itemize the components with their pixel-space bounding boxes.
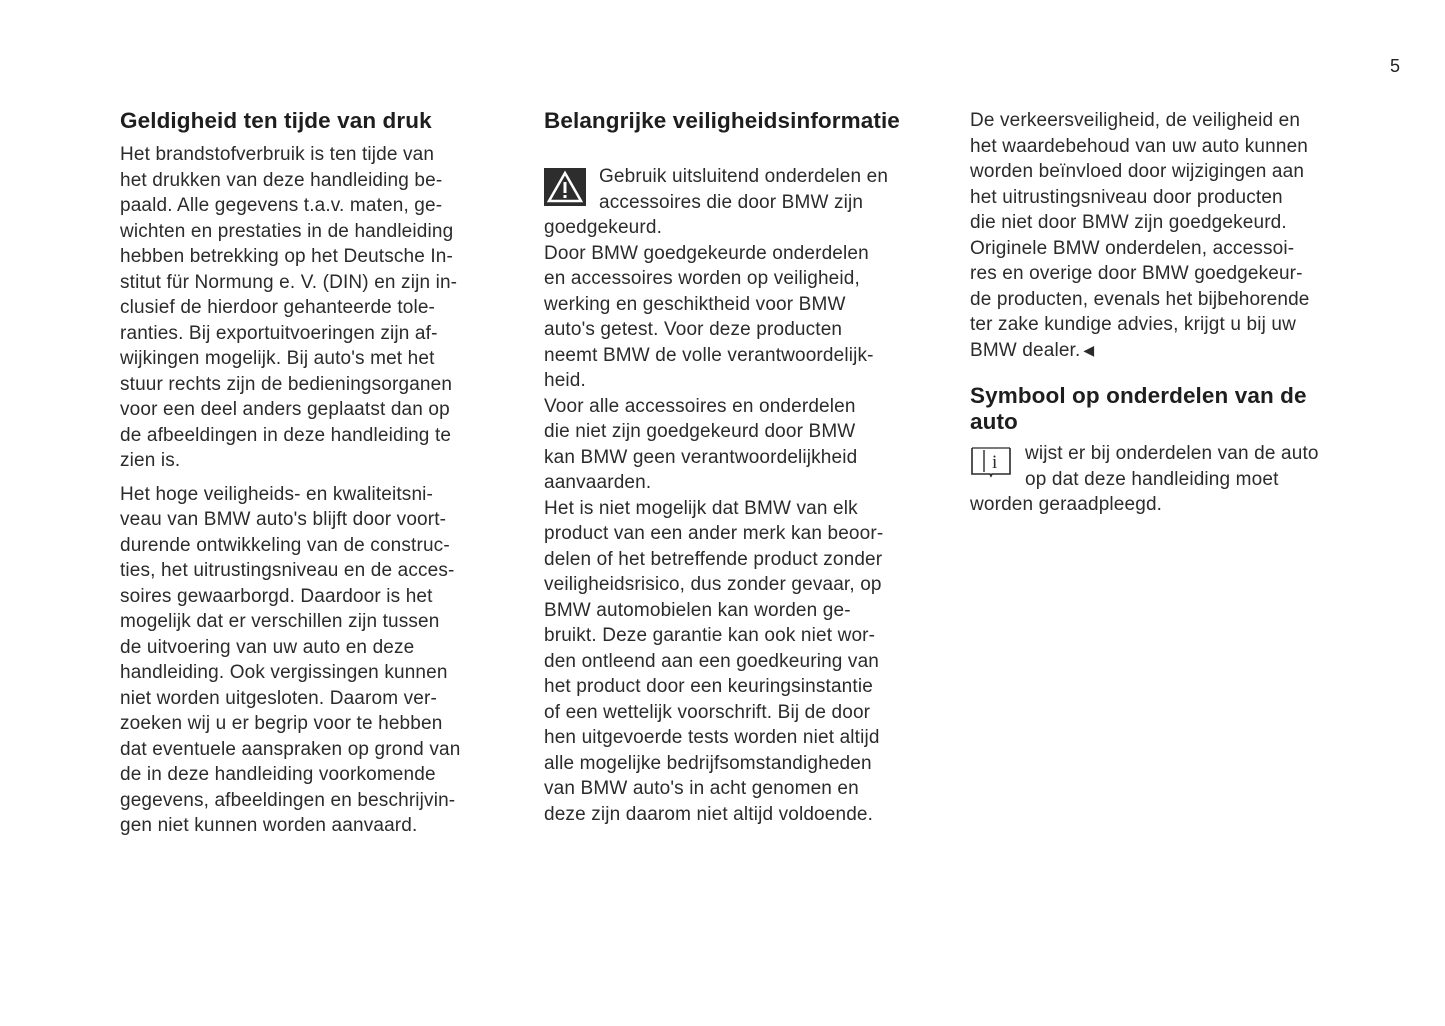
text-line: deze zijn daarom niet altijd voldoende. bbox=[544, 803, 874, 825]
text-line: het product door een keuringsinstantie bbox=[544, 676, 873, 697]
text-line: gen niet kunnen worden aanvaard. bbox=[120, 815, 418, 836]
text-line: gegevens, afbeeldingen en beschrijvin- bbox=[120, 789, 456, 811]
text-line: mogelijk dat er verschillen zijn tussen bbox=[120, 611, 440, 632]
text-line: den ontleend aan een goedkeuring van bbox=[544, 650, 880, 672]
heading-symbol bbox=[970, 383, 1380, 435]
text-line: het waardebehoud van uw auto kunnen bbox=[970, 135, 1309, 157]
text-line: van BMW auto's in acht genomen en bbox=[544, 778, 859, 799]
paragraph-quality bbox=[120, 482, 525, 839]
warning-triangle-icon bbox=[544, 168, 586, 206]
text-line: hebben betrekking op het Deutsche In- bbox=[120, 246, 453, 267]
text-line: de in deze handleiding voorkomende bbox=[120, 764, 436, 785]
heading-line: auto bbox=[970, 409, 1018, 434]
text-line: veiligheidsrisico, dus zonder gevaar, op bbox=[544, 574, 882, 595]
text-line: wichten en prestaties in de handleiding bbox=[120, 220, 454, 242]
text-line: ter zake kundige advies, krijgt u bij uw bbox=[970, 314, 1296, 335]
text-line: worden geraadpleegd. bbox=[970, 494, 1163, 515]
column-safety bbox=[544, 108, 954, 827]
text-line: Het brandstofverbruik is ten tijde van bbox=[120, 144, 435, 165]
text-line: soires gewaarborgd. Daardoor is het bbox=[120, 585, 433, 607]
column-traffic-safety bbox=[970, 108, 1380, 518]
text-line: Door BMW goedgekeurde onderdelen bbox=[544, 242, 869, 264]
text-line: Voor alle accessoires en onderdelen bbox=[544, 395, 856, 417]
text-line: het uitrustingsniveau door producten bbox=[970, 186, 1283, 208]
text-line: Het hoge veiligheids- en kwaliteitsni- bbox=[120, 483, 434, 505]
text-line: res en overige door BMW goedgekeur- bbox=[970, 263, 1303, 284]
warning-block bbox=[544, 164, 954, 215]
text-line: durende ontwikkeling van de construc- bbox=[120, 534, 450, 556]
text-line: product van een ander merk kan beoor- bbox=[544, 523, 884, 544]
text-line: worden beïnvloed door wijzigingen aan bbox=[970, 161, 1305, 182]
text-line bbox=[970, 338, 1380, 364]
heading-safety: Belangrijke veiligheidsinformatie bbox=[544, 108, 900, 133]
text-line: accessoires die door BMW zijn bbox=[599, 191, 864, 213]
paragraph-fuel-consumption bbox=[120, 142, 525, 474]
text-line: voor een deel anders geplaatst dan op bbox=[120, 399, 450, 420]
column-validity bbox=[120, 108, 525, 839]
text-line: bruikt. Deze garantie kan ook niet wor- bbox=[544, 625, 876, 646]
end-of-section-icon: ◀ bbox=[1083, 341, 1095, 358]
text-line: de afbeeldingen in deze handleiding te bbox=[120, 424, 452, 446]
text-line: aanvaarden. bbox=[544, 472, 652, 493]
text-line: het drukken van deze handleiding be- bbox=[120, 169, 443, 191]
text-line: en accessoires worden op veiligheid, bbox=[544, 268, 860, 289]
heading-validity: Geldigheid ten tijde van druk bbox=[120, 108, 432, 133]
text-line: veau van BMW auto's blijft door voort- bbox=[120, 509, 447, 530]
text-line: kan BMW geen verantwoordelijkheid bbox=[544, 446, 858, 468]
text-line: heid. bbox=[544, 370, 586, 391]
text-line: niet worden uitgesloten. Daarom ver- bbox=[120, 687, 437, 709]
text-line: delen of het betreffende product zonder bbox=[544, 548, 883, 570]
text-line: paald. Alle gegevens t.a.v. maten, ge- bbox=[120, 195, 443, 216]
text-line: goedgekeurd. bbox=[544, 217, 663, 238]
text-line: de uitvoering van uw auto en deze bbox=[120, 636, 415, 658]
text-line: Het is niet mogelijk dat BMW van elk bbox=[544, 497, 858, 519]
text-line: de producten, evenals het bijbehorende bbox=[970, 288, 1310, 310]
paragraph-traffic-safety bbox=[970, 108, 1380, 363]
text-line: stitut für Normung e. V. (DIN) en zijn in- bbox=[120, 271, 458, 293]
text-line: werking en geschiktheid voor BMW bbox=[544, 293, 846, 315]
text-line: wijst er bij onderdelen van de auto bbox=[1025, 443, 1319, 464]
paragraph-safety-body bbox=[544, 215, 954, 827]
heading-line: Symbool op onderdelen van de bbox=[970, 383, 1307, 408]
text-line: Originele BMW onderdelen, accessoi- bbox=[970, 237, 1295, 259]
text-line: BMW automobielen kan worden ge- bbox=[544, 599, 851, 621]
text-line: of een wettelijk voorschrift. Bij de door bbox=[544, 701, 871, 723]
text-line: dat eventuele aanspraken op grond van bbox=[120, 738, 461, 760]
text-line: neemt BMW de volle verantwoordelijk- bbox=[544, 344, 874, 366]
text-line: wijkingen mogelijk. Bij auto's met het bbox=[120, 348, 435, 369]
text-line: hen uitgevoerde tests worden niet altijd bbox=[544, 727, 880, 748]
text-line: ranties. Bij exportuitvoeringen zijn af- bbox=[120, 322, 438, 344]
text-line: ties, het uitrustingsniveau en de acces- bbox=[120, 560, 455, 581]
text-line: alle mogelijke bedrijfsomstandigheden bbox=[544, 752, 872, 774]
text-line: stuur rechts zijn de bedieningsorganen bbox=[120, 373, 453, 395]
text-line: clusief de hierdoor gehanteerde tole- bbox=[120, 297, 436, 318]
text-line: op dat deze handleiding moet bbox=[1025, 468, 1279, 490]
text-line: zien is. bbox=[120, 450, 181, 471]
text-line-content: BMW dealer. bbox=[970, 339, 1081, 361]
svg-text:i: i bbox=[992, 452, 998, 473]
text-line: die niet door BMW zijn goedgekeurd. bbox=[970, 212, 1287, 233]
text-line: auto's getest. Voor deze producten bbox=[544, 319, 843, 340]
text-line: Gebruik uitsluitend onderdelen en bbox=[599, 166, 889, 187]
text-line: handleiding. Ook vergissingen kunnen bbox=[120, 662, 448, 683]
text-line: De verkeersveiligheid, de veiligheid en bbox=[970, 110, 1301, 131]
manual-info-icon bbox=[970, 444, 1012, 474]
page-number: 5 bbox=[1390, 56, 1401, 76]
info-block bbox=[970, 441, 1380, 492]
text-line: zoeken wij u er begrip voor te hebben bbox=[120, 713, 443, 734]
text-line: die niet zijn goedgekeurd door BMW bbox=[544, 421, 856, 442]
